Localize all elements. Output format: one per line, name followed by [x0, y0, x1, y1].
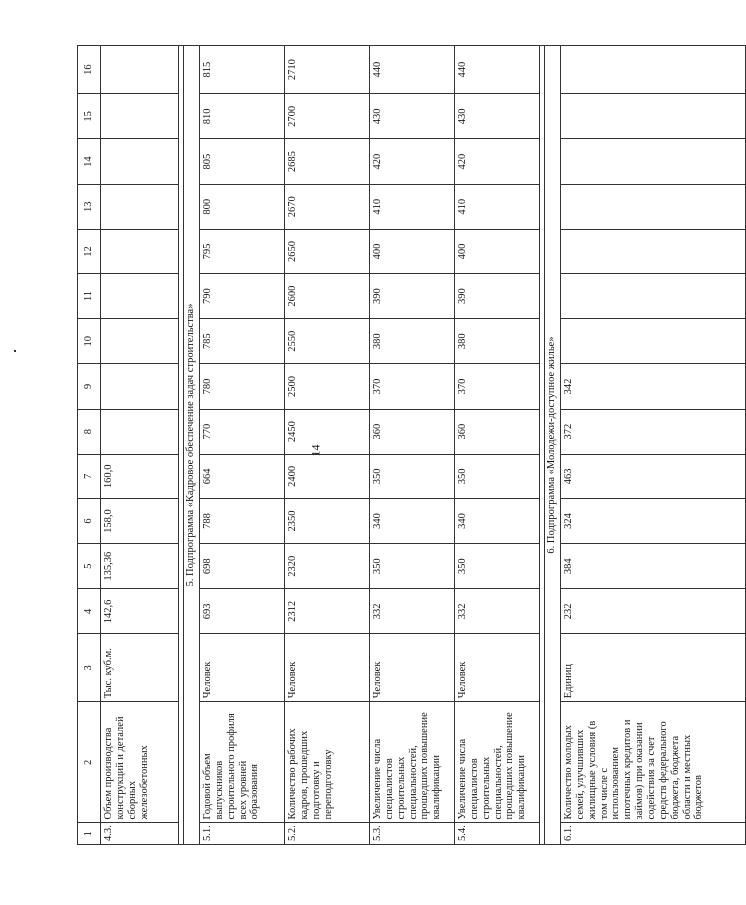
value-cell: 350	[455, 544, 540, 589]
value-cell	[101, 94, 179, 139]
value-cell: 664	[200, 454, 285, 498]
value-cell: 770	[200, 409, 285, 454]
value-cell: 360	[370, 409, 455, 454]
indicator-table	[77, 45, 746, 845]
value-cell: 2685	[285, 139, 370, 184]
value-cell: 350	[370, 454, 455, 498]
value-cell: 410	[455, 184, 540, 229]
indicator-name: Увеличение числа специалистов строительных специальностей, прошедших повышение квалификации	[455, 702, 540, 823]
value-cell: 440	[455, 46, 540, 94]
value-cell	[101, 46, 179, 94]
column-number: 5	[78, 544, 101, 589]
value-cell: 2350	[285, 498, 370, 543]
value-cell: 2320	[285, 544, 370, 589]
value-cell: 380	[370, 319, 455, 364]
value-cell: 160,0	[101, 454, 179, 498]
indicator-name: Увеличение числа специалистов строительных специальностей, прошедших повышение квалификации	[370, 702, 455, 823]
value-cell: 384	[561, 544, 746, 589]
unit-cell: Человек	[455, 634, 540, 702]
value-cell: 420	[455, 139, 540, 184]
column-number: 8	[78, 409, 101, 454]
value-cell: 420	[370, 139, 455, 184]
row-number: 5.3.	[370, 823, 455, 845]
value-cell	[561, 274, 746, 319]
value-cell	[101, 274, 179, 319]
column-number: 13	[78, 184, 101, 229]
value-cell	[561, 319, 746, 364]
value-cell: 463	[561, 454, 746, 498]
table-row	[455, 46, 540, 845]
value-cell: 805	[200, 139, 285, 184]
value-cell: 332	[455, 589, 540, 634]
column-number: 12	[78, 229, 101, 273]
value-cell: 795	[200, 229, 285, 273]
value-cell: 340	[370, 498, 455, 543]
page-number: 14	[308, 444, 323, 457]
value-cell: 2670	[285, 184, 370, 229]
value-cell: 360	[455, 409, 540, 454]
value-cell: 788	[200, 498, 285, 543]
value-cell: 698	[200, 544, 285, 589]
rotated-page	[77, 45, 705, 845]
value-cell: 2550	[285, 319, 370, 364]
section-title: 5. Подпрограмма «Кадровое обеспечение задач строительства»	[184, 46, 200, 845]
scan-speck	[14, 350, 16, 352]
value-cell: 2400	[285, 454, 370, 498]
column-number: 4	[78, 589, 101, 634]
row-number: 6.1.	[561, 823, 746, 845]
value-cell	[101, 229, 179, 273]
header-row	[78, 46, 101, 845]
value-cell: 158,0	[101, 498, 179, 543]
value-cell	[101, 139, 179, 184]
value-cell	[561, 184, 746, 229]
value-cell: 430	[370, 94, 455, 139]
value-cell: 815	[200, 46, 285, 94]
value-cell: 342	[561, 364, 746, 409]
value-cell: 2700	[285, 94, 370, 139]
value-cell: 810	[200, 94, 285, 139]
indicator-name: Количество молодых семей, улучшивших жилищные условия (в том числе с использованием ипотечных кредитов и займов) при оказании содействия за счет средств федерального бюджета, бюджета области и местных бюджетов	[561, 702, 746, 823]
table-row	[561, 46, 746, 845]
value-cell: 693	[200, 589, 285, 634]
table-row	[285, 46, 370, 845]
value-cell: 390	[455, 274, 540, 319]
value-cell: 372	[561, 409, 746, 454]
row-number: 5.2.	[285, 823, 370, 845]
value-cell: 780	[200, 364, 285, 409]
value-cell: 340	[455, 498, 540, 543]
value-cell: 2500	[285, 364, 370, 409]
column-number: 7	[78, 454, 101, 498]
value-cell: 2600	[285, 274, 370, 319]
column-number: 6	[78, 498, 101, 543]
indicator-name: Количество рабочих кадров, прошедших подготовку и переподготовку	[285, 702, 370, 823]
value-cell: 332	[370, 589, 455, 634]
unit-cell: Тыс. куб.м.	[101, 634, 179, 702]
value-cell	[561, 139, 746, 184]
column-number: 3	[78, 634, 101, 702]
value-cell: 410	[370, 184, 455, 229]
value-cell: 370	[455, 364, 540, 409]
value-cell: 232	[561, 589, 746, 634]
indicator-name: Объем производства конструкций и деталей сборных железобетонных	[101, 702, 179, 823]
value-cell: 135,36	[101, 544, 179, 589]
value-cell: 2710	[285, 46, 370, 94]
section-row	[184, 46, 200, 845]
column-number: 11	[78, 274, 101, 319]
value-cell	[101, 319, 179, 364]
value-cell	[101, 409, 179, 454]
value-cell: 380	[455, 319, 540, 364]
value-cell	[101, 184, 179, 229]
value-cell: 142,6	[101, 589, 179, 634]
section-title: 6. Подпрограмма «Молодежи-доступное жилье»	[545, 46, 561, 845]
value-cell: 2450	[285, 409, 370, 454]
value-cell: 790	[200, 274, 285, 319]
value-cell	[561, 46, 746, 94]
value-cell: 324	[561, 498, 746, 543]
table-row	[370, 46, 455, 845]
column-number: 15	[78, 94, 101, 139]
value-cell: 400	[455, 229, 540, 273]
value-cell: 350	[370, 544, 455, 589]
value-cell: 800	[200, 184, 285, 229]
column-number: 16	[78, 46, 101, 94]
column-number: 2	[78, 702, 101, 823]
indicator-name: Годовой объем выпускников строительного профиля всех уровней образования	[200, 702, 285, 823]
value-cell: 350	[455, 454, 540, 498]
value-cell	[561, 94, 746, 139]
value-cell	[101, 364, 179, 409]
column-number: 10	[78, 319, 101, 364]
value-cell: 785	[200, 319, 285, 364]
table-row	[101, 46, 179, 845]
table-row	[200, 46, 285, 845]
value-cell: 370	[370, 364, 455, 409]
value-cell: 2650	[285, 229, 370, 273]
unit-cell: Человек	[285, 634, 370, 702]
value-cell: 390	[370, 274, 455, 319]
value-cell: 400	[370, 229, 455, 273]
column-number: 1	[78, 823, 101, 845]
value-cell	[561, 229, 746, 273]
value-cell: 2312	[285, 589, 370, 634]
value-cell: 430	[455, 94, 540, 139]
unit-cell: Человек	[200, 634, 285, 702]
column-number: 9	[78, 364, 101, 409]
row-number: 4.3.	[101, 823, 179, 845]
section-row	[545, 46, 561, 845]
row-number: 5.1.	[200, 823, 285, 845]
row-number: 5.4.	[455, 823, 540, 845]
unit-cell: Единиц	[561, 634, 746, 702]
column-number: 14	[78, 139, 101, 184]
value-cell: 440	[370, 46, 455, 94]
unit-cell: Человек	[370, 634, 455, 702]
